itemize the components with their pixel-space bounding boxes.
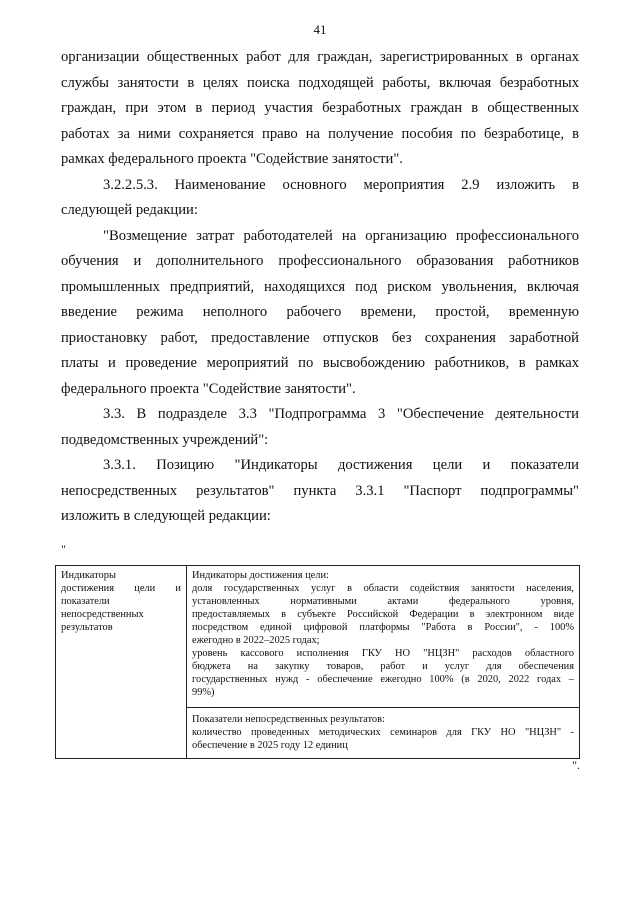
cell-line: обеспечение в 2025 году 12 единиц bbox=[192, 740, 348, 751]
page-number: 41 bbox=[313, 22, 327, 37]
cell-line: ежегодно в 2022–2025 годах; bbox=[192, 635, 320, 646]
paragraph-3-3 bbox=[61, 402, 579, 453]
table-cell-goal-indicators bbox=[187, 566, 580, 708]
text-line: рамках федерального проекта "Содействие занятости". bbox=[61, 151, 403, 167]
paragraph-3-3-1 bbox=[61, 453, 579, 530]
cell-line: непосредственных bbox=[61, 609, 144, 620]
cell-line: доля государственных услуг в области содействия занятости населения, bbox=[192, 583, 574, 594]
cell-line: государственных нужд - обеспечение ежегодно 100% (в 2020, 2022 годах – bbox=[192, 674, 574, 685]
cell-line: Индикаторы bbox=[61, 570, 116, 581]
closing-quote: ". bbox=[572, 758, 580, 772]
text-line: организации общественных работ для граждан, зарегистрированных в органах bbox=[61, 49, 579, 65]
opening-quote: " bbox=[61, 542, 66, 556]
table-cell-direct-results bbox=[187, 708, 580, 759]
text-line: работах за ними сохраняется право на получение пособия по безработице, в bbox=[61, 125, 579, 142]
text-line: следующей редакции: bbox=[61, 202, 198, 218]
cell-line: Индикаторы достижения цели: bbox=[192, 570, 329, 581]
text-line: приостановку работ, предоставление отпусков без сохранения заработной bbox=[61, 329, 579, 346]
passport-table bbox=[55, 565, 580, 759]
body-text bbox=[61, 45, 579, 530]
paragraph-quoted-name bbox=[61, 224, 579, 403]
text-line: 3.2.2.5.3. Наименование основного мероприятия 2.9 изложить в bbox=[103, 176, 579, 193]
cell-line: Показатели непосредственных результатов: bbox=[192, 714, 385, 725]
text-line: 3.3.1. Позицию "Индикаторы достижения цели и показатели bbox=[103, 457, 579, 473]
text-line: 3.3. В подразделе 3.3 "Подпрограмма 3 "Обеспечение деятельности bbox=[103, 406, 579, 422]
text-line: службы занятости в целях поиска подходящей работы, включая безработных bbox=[61, 74, 579, 91]
text-line: непосредственных результатов" пункта 3.3.1 "Паспорт подпрограммы" bbox=[61, 482, 579, 499]
text-line: "Возмещение затрат работодателей на организацию профессионального bbox=[103, 227, 579, 244]
cell-line: предоставляемых в субъекте Российской Федерации в электронном виде bbox=[192, 609, 574, 620]
text-line: изложить в следующей редакции: bbox=[61, 508, 271, 524]
table-row bbox=[56, 566, 580, 708]
text-line: граждан, при этом в период участия безработных граждан в общественных bbox=[61, 100, 579, 116]
text-line: федерального проекта "Содействие занятости". bbox=[61, 380, 356, 397]
text-line: введение режима неполного рабочего времени, простой, временную bbox=[61, 304, 579, 320]
text-line: обучения и дополнительного профессионального образования работников bbox=[61, 253, 579, 269]
cell-line: 99%) bbox=[192, 687, 215, 698]
cell-line: посредством единой цифровой платформы "Работа в России", - 100% bbox=[192, 622, 574, 633]
cell-line: установленных нормативными актами федерального уровня, bbox=[192, 596, 574, 607]
text-line: подведомственных учреждений": bbox=[61, 431, 269, 448]
table-cell-indicators-label bbox=[56, 566, 187, 759]
paragraph-public-works bbox=[61, 45, 579, 173]
cell-line: достижения цели и bbox=[61, 583, 181, 594]
cell-line: количество проведенных методических семинаров для ГКУ НО "НЦЗН" - bbox=[192, 727, 574, 738]
text-line: промышленных предприятий, находящихся под риском увольнения, включая bbox=[61, 278, 579, 295]
paragraph-3-2-2-5-3 bbox=[61, 173, 579, 224]
cell-line: бюджета на закупку товаров, работ и услуг для обеспечения bbox=[192, 661, 574, 672]
cell-line: показатели bbox=[61, 596, 110, 607]
cell-line: уровень кассового исполнения ГКУ НО "НЦЗН" расходов областного bbox=[192, 648, 574, 659]
cell-line: результатов bbox=[61, 622, 113, 633]
text-line: платы и проведение мероприятий по высвобождению работников, в рамках bbox=[61, 355, 579, 371]
